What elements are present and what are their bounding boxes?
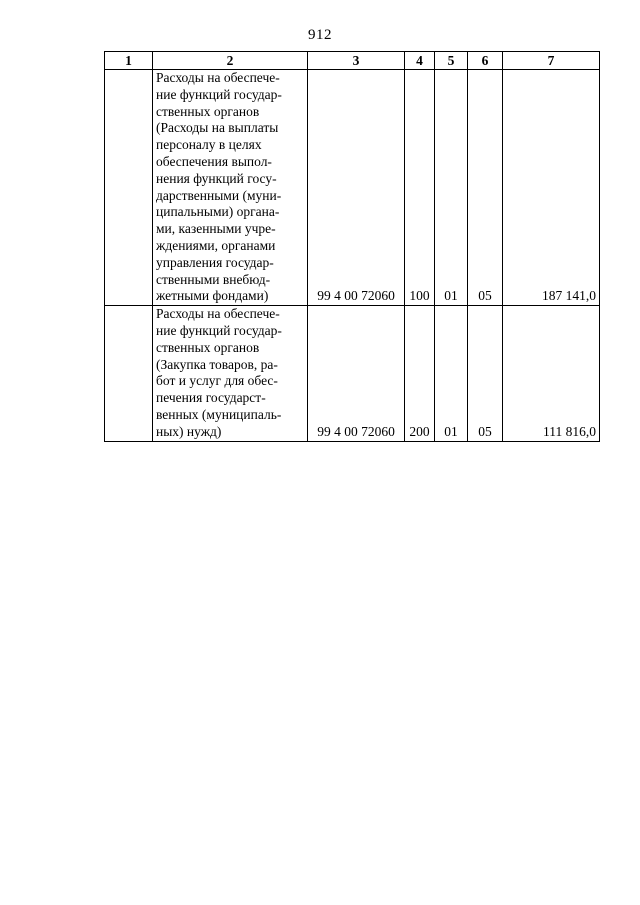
description-line: управления государ-	[156, 254, 274, 270]
description-line: ципальными) органа-	[156, 204, 280, 220]
column-header-6: 6	[468, 52, 503, 70]
page-number: 912	[308, 27, 332, 43]
target-code-cell: 99 4 00 72060	[308, 306, 405, 441]
description-line: ственных органов	[156, 339, 260, 355]
description-line: ных) нужд)	[156, 423, 222, 439]
description-cell	[153, 70, 308, 306]
description-line: нения функций госу-	[156, 170, 277, 186]
table-row	[105, 306, 600, 441]
budget-table	[104, 51, 600, 442]
expense-type-cell: 100	[405, 70, 435, 306]
column-header-4: 4	[405, 52, 435, 70]
expense-type-cell: 200	[405, 306, 435, 441]
description-cell	[153, 306, 308, 441]
description-line: ственными внебюд-	[156, 271, 271, 287]
description-line: обеспечения выпол-	[156, 153, 272, 169]
column-header-5: 5	[435, 52, 468, 70]
description-line: ние функций государ-	[156, 322, 282, 338]
amount-cell: 187 141,0	[503, 70, 600, 306]
section-cell: 01	[435, 306, 468, 441]
column-header-1: 1	[105, 52, 153, 70]
column-header-2: 2	[153, 52, 308, 70]
description-line: дарственными (муни-	[156, 187, 282, 203]
table-row	[105, 70, 600, 306]
row-number-cell	[105, 306, 153, 441]
description-line: (Закупка товаров, ра-	[156, 356, 278, 372]
subsection-cell: 05	[468, 70, 503, 306]
description-line: ждениями, органами	[156, 237, 276, 253]
row-number-cell	[105, 70, 153, 306]
description-line: Расходы на обеспече-	[156, 70, 280, 85]
description-line: венных (муниципаль-	[156, 406, 282, 422]
table-header-row	[105, 52, 600, 70]
target-code-cell: 99 4 00 72060	[308, 70, 405, 306]
description-line: Расходы на обеспече-	[156, 306, 280, 322]
column-header-3: 3	[308, 52, 405, 70]
column-header-7: 7	[503, 52, 600, 70]
description-line: ми, казенными учре-	[156, 221, 276, 237]
description-line: персоналу в целях	[156, 137, 262, 153]
description-line: ственных органов	[156, 103, 260, 119]
subsection-cell: 05	[468, 306, 503, 441]
description-line: (Расходы на выплаты	[156, 120, 279, 136]
section-cell: 01	[435, 70, 468, 306]
description-line: ние функций государ-	[156, 86, 282, 102]
description-line: печения государст-	[156, 390, 266, 406]
amount-cell: 111 816,0	[503, 306, 600, 441]
description-line: бот и услуг для обес-	[156, 373, 278, 389]
description-line: жетными фондами)	[156, 288, 269, 304]
